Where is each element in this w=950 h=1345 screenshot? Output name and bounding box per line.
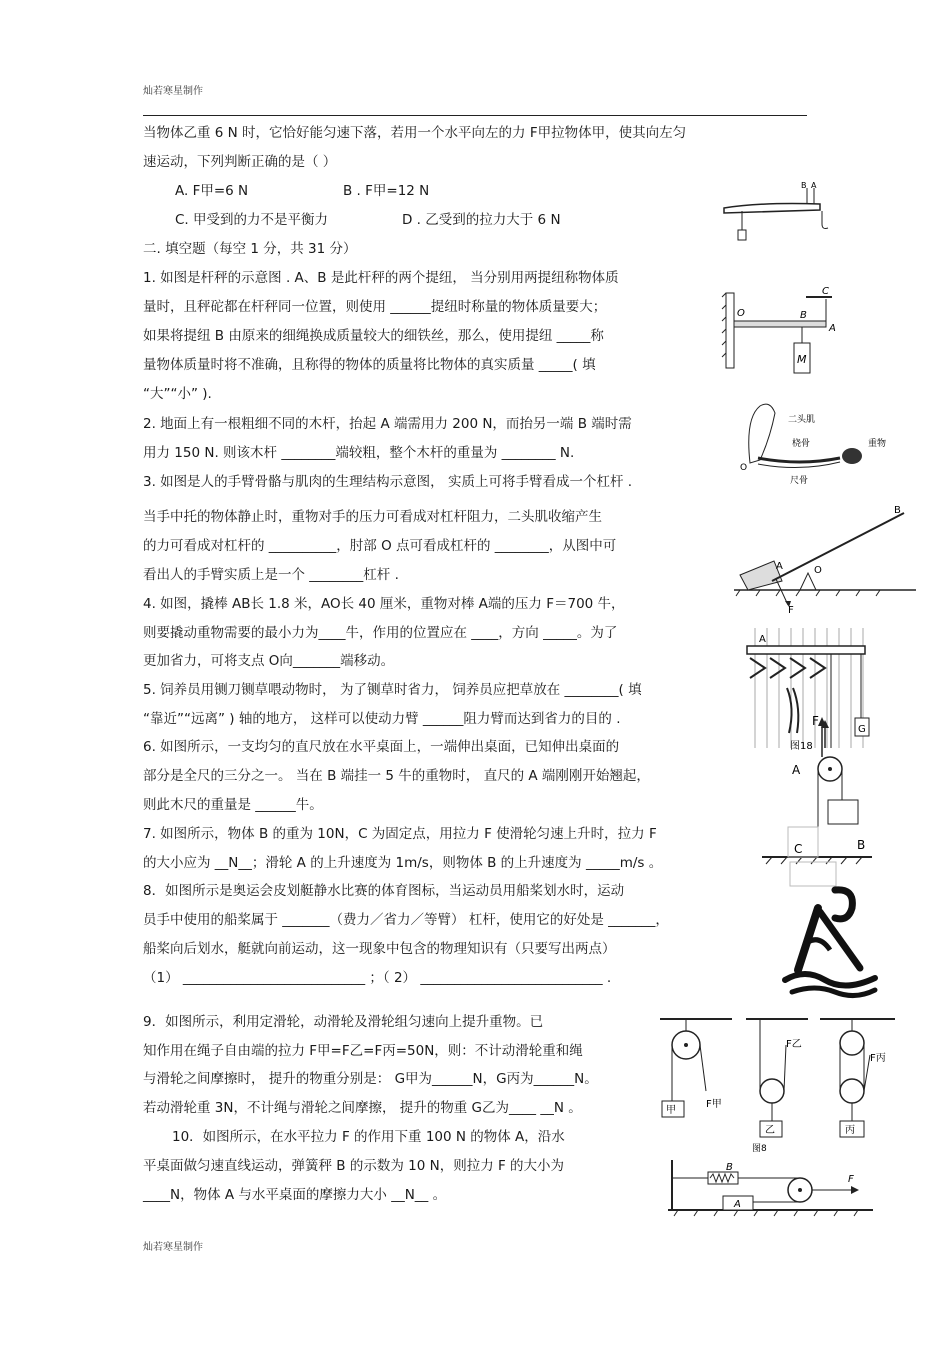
spring-pulley-figure (668, 1160, 878, 1220)
pulley-label-bing: 丙 (845, 1125, 855, 1136)
option-a: A. F甲=6 N (175, 183, 249, 199)
steelyard-label-b: B (801, 181, 807, 190)
text-line: 员手中使用的船桨属于 _______（费力／省力／等臂） 杠杆，使用它的好处是 _______， (143, 912, 669, 928)
text-line: ____N，物体 A 与水平桌面的摩擦力大小 __N__ 。 (143, 1187, 447, 1203)
text-line: 10．如图所示，在水平拉力 F 的作用下重 100 N 的物体 A，沿水 (172, 1129, 565, 1145)
section-title: 二. 填空题（每空 1 分，共 31 分） (143, 241, 357, 257)
text-line: 量物体质量时将不准确，且称得的物体的质量将比物体的真实质量 _____( 填 (143, 357, 596, 373)
arm-label-ulna: 尺骨 (790, 476, 809, 486)
pulley-label-f-bing: F丙 (870, 1053, 886, 1064)
steelyard-figure (722, 180, 822, 245)
text-line: “靠近”“远离” ) 轴的地方， 这样可以使动力臂 ______阻力臂而达到省力的目的 . (143, 711, 621, 727)
text-line: 则此木尺的重量是 ______牛。 (143, 797, 323, 813)
text-line: 若动滑轮重 3N，不计绳与滑轮之间摩擦， 提升的物重 G乙为____ __N 。 (143, 1100, 582, 1116)
pulley-label-b: B (857, 838, 866, 852)
pulley-label-fig: 图8 (752, 1144, 767, 1154)
arm-figure (740, 398, 900, 486)
text-line: （1） ___________________________ ；（ 2） ___________________________ . (143, 970, 612, 986)
text-line: 知作用在绳子自由端的拉力 F甲=F乙=F丙=50N，则：不计动滑轮重和绳 (143, 1043, 583, 1059)
steelyard-label-a: A (811, 181, 817, 190)
pulley-label-f: F (812, 714, 819, 728)
text-line: 9．如图所示，利用定滑轮，动滑轮及滑轮组匀速向上提升重物。已 (143, 1014, 544, 1030)
arm-label-biceps: 二头肌 (788, 415, 816, 425)
text-line: 用力 150 N. 则该木杆 ________端较粗，整个木杆的重量为 ________ N. (143, 445, 575, 461)
text-line: 当物体乙重 6 N 时，它恰好能匀速下落，若用一个水平向左的力 F甲拉物体甲，使其向左匀 (143, 125, 687, 141)
text-line: 与滑轮之间摩擦时， 提升的物重分别是： G甲为______N，G丙为______N。 (143, 1071, 598, 1087)
text-line: 当手中托的物体静止时，重物对手的压力可看成对杠杆阻力，二头肌收缩产生 (143, 509, 602, 525)
crowbar-label-f: F (788, 605, 794, 616)
crowbar-label-b: B (894, 505, 901, 516)
text-line: 船桨向后划水，艇就向前运动，这一现象中包含的物理知识有（只要写出两点） (143, 941, 616, 957)
cutter-label-a: A (759, 634, 766, 645)
text-line: 则要撬动重物需要的最小力为____牛，作用的位置应在 ____，方向 _____。为了 (143, 625, 618, 641)
lever-label-b: B (800, 310, 807, 321)
lever-label-o: O (737, 308, 745, 319)
text-line: 4. 如图，撬棒 AB长 1.8 米，AO长 40 厘米，重物对棒 A端的压力 F＝700 牛， (143, 596, 625, 612)
arm-label-o: O (740, 463, 748, 473)
pulley-label-jia: 甲 (666, 1105, 676, 1116)
crowbar-label-o: O (814, 565, 822, 576)
pulley-label-f-yi: F乙 (786, 1039, 802, 1050)
page-footer: 灿若寒星制作 (143, 1242, 203, 1253)
text-line: 平桌面做匀速直线运动，弹簧秤 B 的示数为 10 N，则拉力 F 的大小为 (143, 1158, 565, 1174)
text-line: 如果将提纽 B 由原来的细绳换成质量较大的细铁丝，那么，使用提纽 _____称 (143, 328, 604, 344)
crowbar-label-a: A (776, 561, 783, 572)
text-line: 5. 饲养员用铡刀铡草喂动物时， 为了铡草时省力， 饲养员应把草放在 ________( 填 (143, 682, 642, 698)
kayak-icon-figure (780, 880, 880, 995)
text-line: 2. 地面上有一根粗细不同的木杆，抬起 A 端需用力 200 N，而抬另一端 B 端时需 (143, 416, 632, 432)
pulley-label-a: A (792, 763, 801, 777)
cutter-label-g: G (858, 724, 866, 735)
lever-wall-figure (722, 285, 842, 385)
text-line: 的力可看成对杠杆的 __________，肘部 O 点可看成杠杆的 ________，从图中可 (143, 538, 617, 554)
three-pulleys-figure (660, 1015, 900, 1155)
text-line: 8．如图所示是奥运会皮划艇静水比赛的体育图标，当运动员用船桨划水时，运动 (143, 883, 625, 899)
text-line: 7. 如图所示，物体 B 的重为 10N，C 为固定点，用拉力 F 使滑轮匀速上升时，拉力 F (143, 826, 657, 842)
pulley-label-f-jia: F甲 (706, 1099, 722, 1110)
text-line: 的大小应为 __N__；滑轮 A 的上升速度为 1m/s，则物体 B 的上升速度为 _____m/s 。 (143, 855, 663, 871)
option-d: D . 乙受到的拉力大于 6 N (402, 212, 561, 228)
text-line: 1. 如图是杆秤的示意图 . A、B 是此杆秤的两个提纽， 当分别用两提纽称物体质 (143, 270, 619, 286)
arm-label-weight: 重物 (868, 439, 887, 449)
page-header: 灿若寒星制作 (143, 86, 203, 97)
text-line: “大”“小” ). (143, 386, 212, 402)
text-line: 6. 如图所示，一支均匀的直尺放在水平桌面上，一端伸出桌面，已知伸出桌面的 (143, 739, 620, 755)
option-b: B . F甲=12 N (343, 183, 430, 199)
lever-label-a: A (829, 323, 836, 334)
pulley-label-yi: 乙 (765, 1125, 775, 1136)
text-line: 3. 如图是人的手臂骨骼与肌肉的生理结构示意图， 实质上可将手臂看成一个杠杆 . (143, 474, 633, 490)
text-line: 速运动，下列判断正确的是（ ） (143, 154, 337, 170)
text-line: 部分是全尺的三分之一。 当在 B 端挂一 5 牛的重物时， 直尺的 A 端刚刚开始翘起， (143, 768, 650, 784)
pulleys-caption (752, 1140, 792, 1154)
pulley-label-c: C (794, 842, 803, 856)
spring-label-f: F (848, 1174, 854, 1185)
cutter-label-fig: 图18 (790, 741, 813, 752)
cutter-caption (790, 738, 830, 752)
text-line: 量时，且秤砣都在杆秤同一位置，则使用 ______提纽时称量的物体质量要大； (143, 299, 607, 315)
spring-label-a: A (734, 1199, 741, 1210)
spring-label-b: B (726, 1162, 733, 1173)
lever-label-c: C (822, 286, 829, 297)
header-rule (143, 115, 807, 116)
arm-label-radius: 桡骨 (792, 439, 811, 449)
lever-label-m: M (797, 353, 807, 366)
text-line: 更加省力，可将支点 O向_______端移动。 (143, 653, 395, 669)
option-c: C. 甲受到的力不是平衡力 (175, 212, 329, 228)
crowbar-figure (730, 503, 920, 616)
text-line: 看出人的手臂实质上是一个 ________杠杆 . (143, 567, 399, 583)
